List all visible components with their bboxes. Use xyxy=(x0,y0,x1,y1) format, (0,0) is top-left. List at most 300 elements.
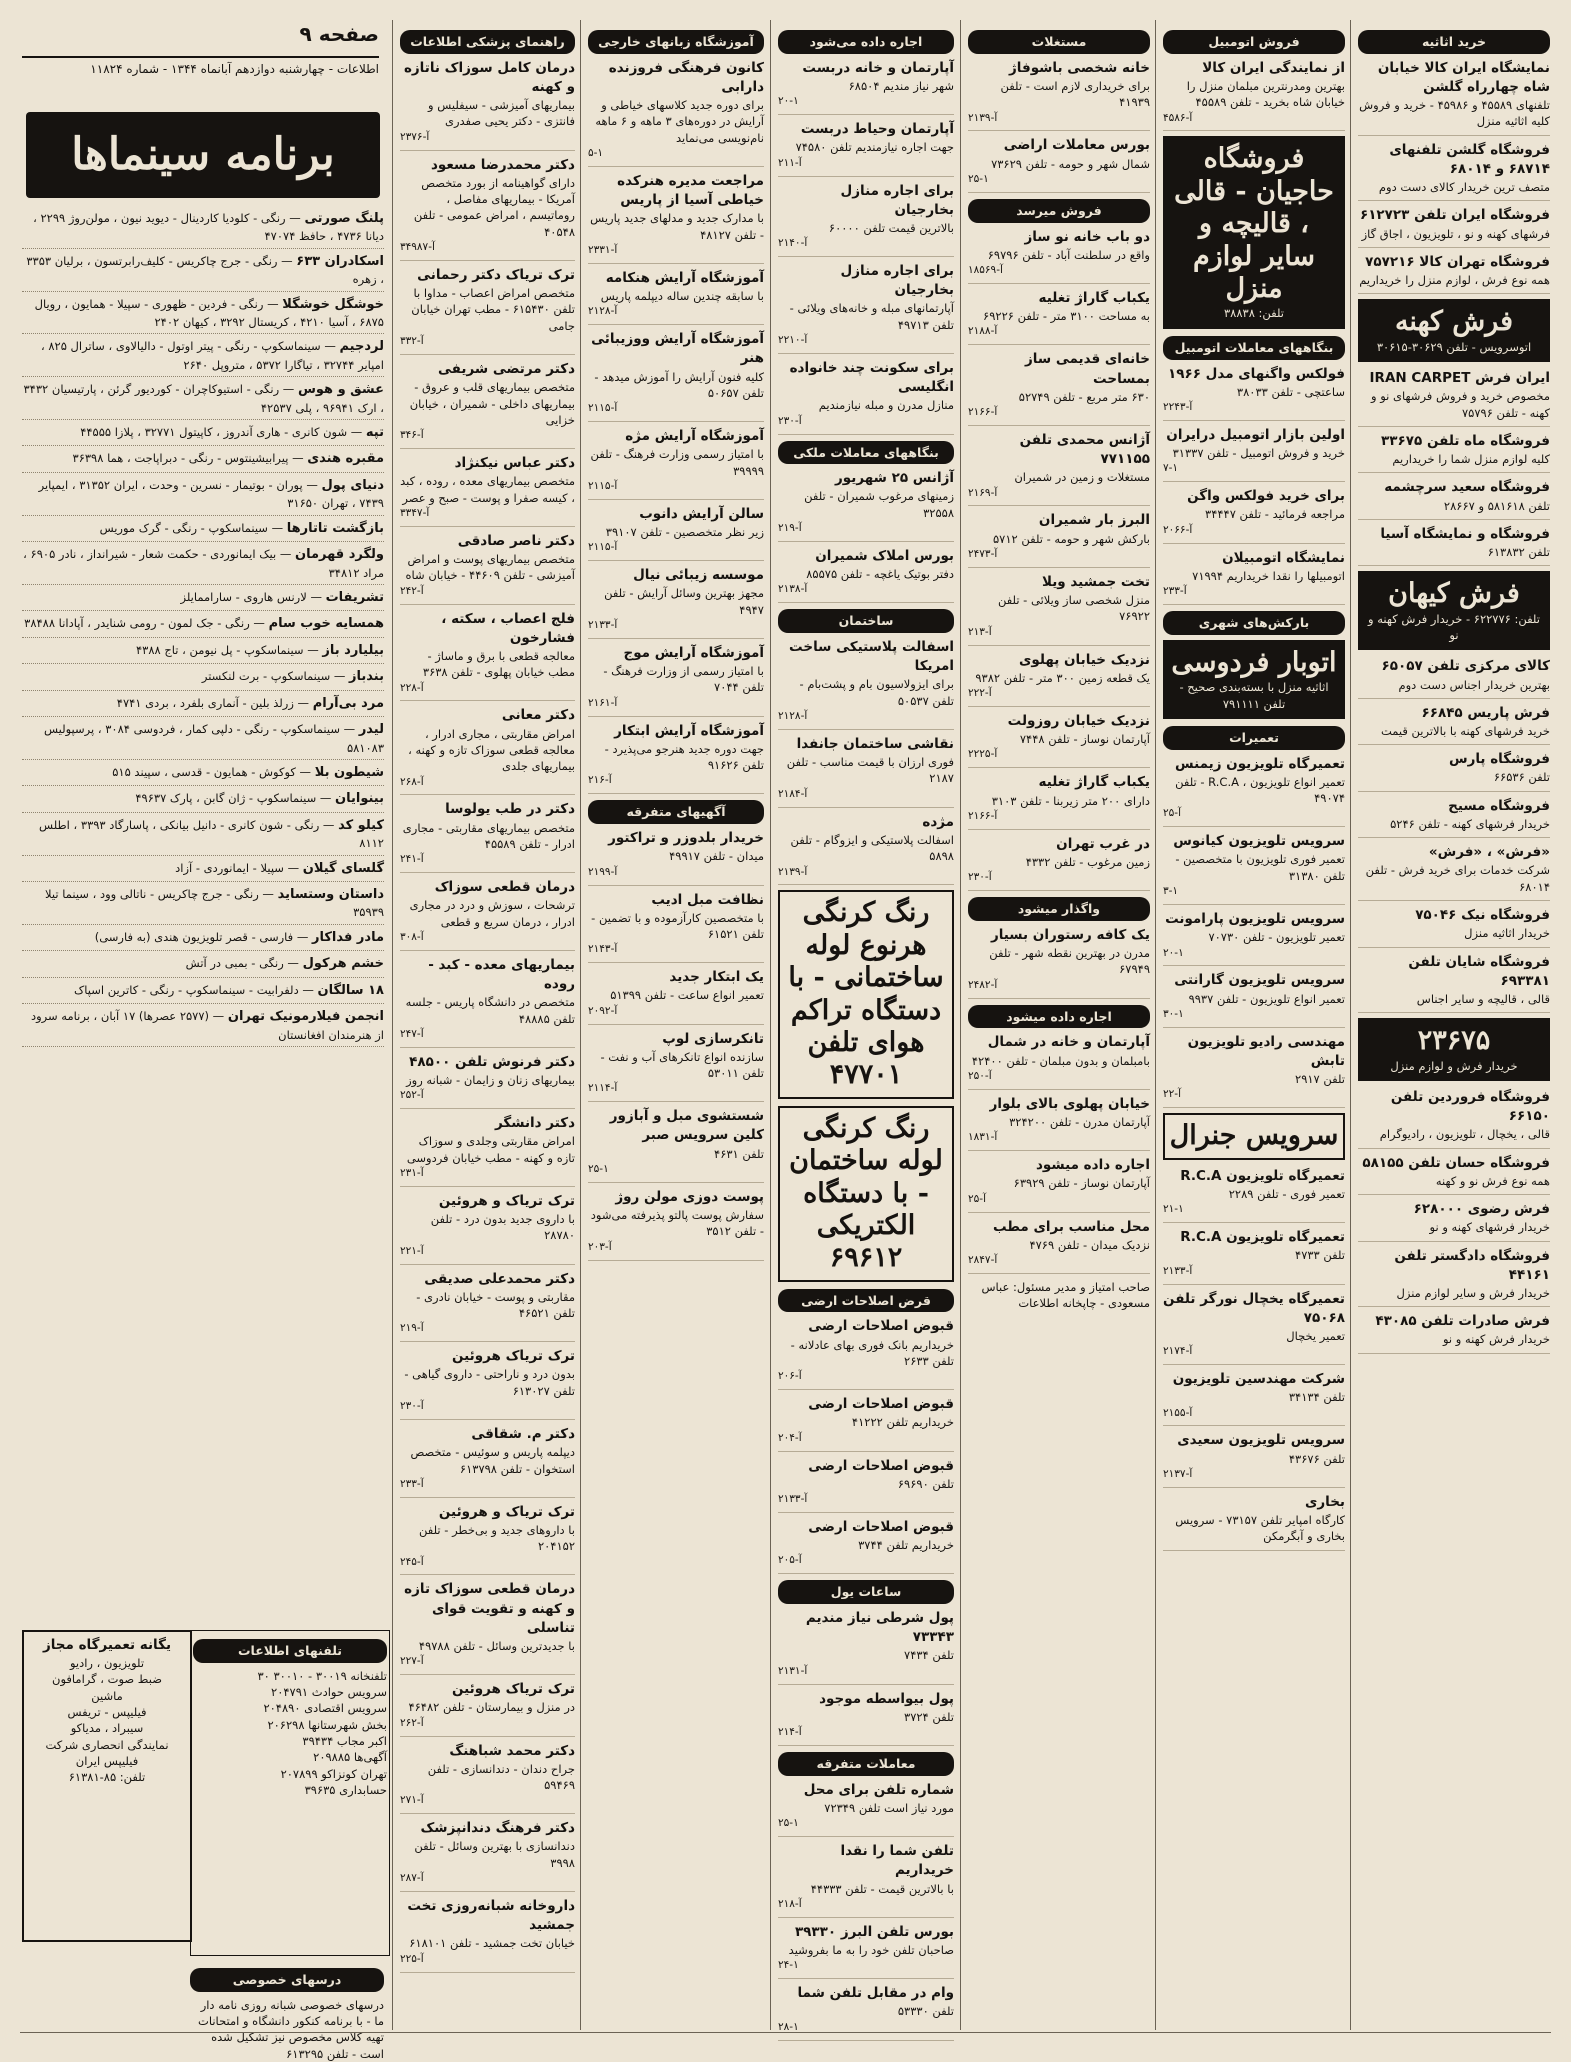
ad-code: آ-۳۳۴۷ xyxy=(400,506,430,519)
ad-code: آ-۲۱۱ xyxy=(778,156,802,169)
ad-title: دکتر محمدعلی صدیقی xyxy=(424,1270,575,1287)
ad-code: آ-۲۱۳۱ xyxy=(778,1664,808,1677)
ad-body: منزل شخصی ساز ویلائی - تلفن ۷۶۹۲۲ xyxy=(997,593,1150,624)
cinema-film-title: مقبره هندی xyxy=(307,451,384,467)
ad-body: بیماریهای آمیزشی - سیفلیس و فانتزی - دکتر یحیی صفدری xyxy=(428,98,575,129)
ad-body: مستغلات و زمین در شمیران xyxy=(1014,470,1150,485)
ad-body: شرکت خدمات برای خرید فرش - تلفن ۶۸۰۱۴ xyxy=(1365,863,1550,894)
ad-code: ۳۰-۱ xyxy=(1163,1007,1184,1020)
ad-code: آ-۲۱۳۷ xyxy=(1163,1467,1193,1480)
classified-ad xyxy=(1163,910,1345,966)
cinema-screens: پیرابیشینتوس - رنگی - دبراپاجت ، هما ۳۶۳۹۸ xyxy=(72,451,289,466)
classified-ad xyxy=(1163,549,1345,605)
philips-line: ماشین xyxy=(91,1688,123,1703)
cinema-listing: لردجیم — سینماسکوپ - رنگی - پیتر اوتول - دالیالاوی ، ساترال ۸۲۵ ، امپایر ۳۲۷۴۴ ، تیاگارا ۵۳۷۲ ، متروپل ۲۶۴۰ xyxy=(22,338,384,377)
ad-code: آ-۲۳۳ xyxy=(400,1477,424,1490)
ad-title: سرویس تلویزیون سعیدی xyxy=(1177,1432,1345,1449)
ad-body: آپارتمانهای مبله و خانه‌های ویلائی - تلفن ۴۹۷۱۳ xyxy=(789,301,954,332)
ad-body: تعمیر انواع تلویزیون ، R.C.A - تلفن ۴۹۰۷۴ xyxy=(1175,774,1345,806)
classified-ad xyxy=(1358,206,1550,247)
section-heading: ساعات یول xyxy=(778,1580,954,1604)
ad-body: تعمیر یخچال xyxy=(1286,1328,1345,1343)
cinema-screens: رنگی - جرج چاکریس - ناتالی وود ، سینما تیلا ۳۵۹۳۹ xyxy=(45,887,384,920)
display-ad xyxy=(1163,640,1345,719)
ad-title: برای اجاره منازل بخارجیان xyxy=(840,263,954,299)
ad-body: متخصص بیماریهای قلب و عروق - بیماریهای داخلی - شمیران ، خیابان خزایی xyxy=(409,380,575,427)
ad-code: آ-۲۱۹ xyxy=(400,1322,424,1335)
ad-title: خانه شخصی باشوفاژ xyxy=(1009,59,1150,76)
ad-code: آ-۲۳۳۱ xyxy=(588,243,618,256)
ad-code: آ-۴۵۸۶ xyxy=(1163,111,1193,124)
cinema-screens: رنگی - بمبی در آتش xyxy=(185,956,284,971)
ad-title: درمان کامل سوزاک ناتازه و کهنه xyxy=(403,59,575,95)
ad-title: فولکس واگنهای مدل ۱۹۶۶ xyxy=(1168,365,1345,382)
ad-code: آ-۲۳۳ xyxy=(1163,585,1187,598)
cinema-screens: سینماسکوپ - پل نیومن ، تاج ۴۳۸۸ xyxy=(136,642,304,657)
ad-code: آ-۲۱۶۶ xyxy=(968,809,998,822)
ad-title: دکتر م. شقاقی xyxy=(471,1426,575,1443)
section-heading: راهنمای پزشکی اطلاعات xyxy=(400,30,575,54)
ad-body: سفارش پوست پالتو پذیرفته می‌شود - تلفن ۳۵۱۲ xyxy=(590,1208,764,1239)
classified-ad xyxy=(588,1107,764,1183)
ad-code: ۲۵-۱ xyxy=(588,1162,609,1175)
classified-ad xyxy=(778,1781,954,1837)
ad-title: فروشگاه ایران تلفن ۶۱۲۷۲۳ xyxy=(1359,207,1550,224)
cinema-film-title: عشق و هوس xyxy=(297,382,384,398)
classified-ad xyxy=(1163,1493,1345,1551)
ad-title: آموزشگاه آرایش هنکامه xyxy=(605,269,764,286)
ad-title: مهندسی رادیو تلویزیون تابش xyxy=(1187,1033,1345,1069)
classified-ad xyxy=(1163,487,1345,543)
column-rule xyxy=(960,20,961,2030)
classified-ad xyxy=(400,1742,575,1815)
classified-ad xyxy=(400,1897,575,1973)
ad-title: تعمیرگاه تلویزیون R.C.A xyxy=(1180,1167,1345,1184)
classified-ad xyxy=(400,532,575,605)
ad-body: جراح دندان - دندانسازی - تلفن ۵۹۴۶۹ xyxy=(427,1761,575,1793)
cinema-listing: لیدر — سینماسکوپ - رنگی - دلپی کمار ، فردوسی ۳۰۸۴ ، پرسپولیس ۵۸۱۰۸۳ xyxy=(22,721,384,760)
classified-ad xyxy=(968,1095,1150,1151)
classified-ad xyxy=(968,773,1150,829)
ad-title: سالن آرایش دانوب xyxy=(639,505,764,522)
classified-ad xyxy=(968,835,1150,891)
cinema-screens: سینماسکوپ - رنگی - گرک موریس xyxy=(99,520,268,535)
cinema-listing: بیلیارد باز — سینماسکوپ - پل نیومن ، تاج ۴۳۸۸ xyxy=(22,642,384,664)
ad-code: آ-۲۱۹ xyxy=(778,522,802,535)
ad-code: ۲۸-۱ xyxy=(778,2020,799,2033)
ad-body: تلفن ۷۴۳۴ xyxy=(904,1648,954,1663)
philips-ad xyxy=(22,1630,192,1942)
classified-ad xyxy=(1163,832,1345,905)
classified-ad xyxy=(400,1819,575,1892)
classified-ad xyxy=(400,1580,575,1675)
ad-code: آ-۲۲۲۵ xyxy=(968,748,998,761)
ad-code: آ-۲۳۰ xyxy=(968,871,992,884)
ad-title: دکتر ناصر صادقی xyxy=(457,532,575,549)
ad-body: مراجعه فرمائید - تلفن ۳۴۴۴۷ xyxy=(1205,507,1345,522)
ad-title: دکتر عباس نیکنژاد xyxy=(454,455,575,472)
cinema-screens: سینماسکوپ - رنگی - پیتر اوتول - دالیالاوی ، ساترال ۸۲۵ ، امپایر ۳۲۷۴۴ ، تیاگارا ۵۳۷۲ ، متروپل ۲۶۴۰ xyxy=(41,339,384,372)
ad-title: ایران فرش IRAN CARPET xyxy=(1369,370,1550,387)
cinema-listing: مقبره هندی — پیرابیشینتوس - رنگی - دبراپاجت ، هما ۳۶۳۹۸ xyxy=(22,450,384,472)
cinema-film-title: دنیای پول xyxy=(321,477,384,493)
ad-body: تلفن ۳۷۲۴ xyxy=(904,1709,954,1724)
section-heading: آموزشگاه زبانهای خارجی xyxy=(588,30,764,54)
section-heading: معاملات متفرقه xyxy=(778,1752,954,1776)
ad-code: آ-۲۱۵۵ xyxy=(1163,1406,1193,1419)
classified-ad xyxy=(588,722,764,795)
ad-body: شمال شهر و حومه - تلفن ۷۳۶۲۹ xyxy=(991,156,1150,171)
ad-code: آ-۲۱۴۳ xyxy=(588,943,618,956)
cinema-listing: خوشگل خوشگلا — رنگی - فردین - ظهوری - سپیلا - همایون ، رویال ۶۸۷۵ ، آسیا ۴۲۱۰ ، کریستال ۳۲۹۲ ، کیهان ۲۴۰۲ xyxy=(22,296,384,335)
ad-title: اسفالت پلاستیکی ساخت امریکا xyxy=(789,639,954,675)
display-ad-text: تلفن: ۶۲۲۷۷۶ - خریدار فرش کهنه و نو xyxy=(1368,611,1540,643)
ad-body: دارای گواهینامه از بورد متخصص آمریکا - بیماریهای مفاصل ، روماتیسم ، امراض عمومی - تلفن ۴۰۵۴۸ xyxy=(413,175,575,239)
ad-body: فوری ارزان با قیمت مناسب - تلفن ۲۱۸۷ xyxy=(786,755,954,786)
ad-code: آ-۲۲۷ xyxy=(400,1655,424,1668)
classified-ad xyxy=(778,547,954,603)
ad-body: بامبلمان و بدون مبلمان - تلفن ۴۲۴۰۰ xyxy=(971,1053,1150,1068)
cinema-listing: مادر فداکار — فارسی - قصر تلویزیون هندی (به فارسی) xyxy=(22,929,384,951)
ad-code: آ-۲۰۵ xyxy=(778,1554,802,1567)
ad-code: آ-۲۰۶۶ xyxy=(1163,523,1193,536)
classified-ad xyxy=(1163,1370,1345,1426)
classified-ad xyxy=(778,1842,954,1918)
ad-code: ۲۰-۱ xyxy=(1163,946,1184,959)
ad-body: خرید فرشهای کهنه با بالاترین قیمت xyxy=(1380,724,1550,738)
ad-body: خیابان تخت جمشید - تلفن ۶۱۸۱۰۱ xyxy=(409,1936,575,1951)
display-ad-title: رنگ کرنگی هرنوع لوله ساختمانی - با دستگاه تراکم هوای تلفن ۴۷۷۰۱ xyxy=(788,897,944,1091)
classified-ad xyxy=(1163,1167,1345,1223)
cinema-film-title: انجمن فیلارمونیک تهران xyxy=(227,1009,384,1025)
ad-code: آ-۲۸۷ xyxy=(400,1872,424,1885)
classified-ad xyxy=(1358,141,1550,202)
phone-row: بخش شهرستانها ۲۰۶۲۹۸ xyxy=(267,1717,387,1732)
ad-title: مراجعت مدیره هنرکده خیاطی آسیا از پاریس xyxy=(617,172,764,209)
classified-ad xyxy=(400,1680,575,1736)
classified-ad xyxy=(1163,971,1345,1027)
ad-code: آ-۲۰۳ xyxy=(588,1240,612,1253)
ad-body: جهت اجاره نیازمندیم تلفن ۷۴۵۸۰ xyxy=(795,140,954,155)
classified-ad xyxy=(778,1609,954,1685)
cinema-listing: مرد بی‌آرام — زرلذ بلین - آنماری بلفرد ، بردی ۴۷۴۱ xyxy=(22,695,384,717)
ad-body: قالی ، یخچال ، تلویزیون ، رادیوگرام xyxy=(1379,1127,1550,1142)
ad-code: آ-۱۸۵۶۹ xyxy=(968,264,1003,277)
cinema-listing: بندباز — سینماسکوپ - برت لنکستر xyxy=(22,668,384,690)
display-ad-text: اثاثیه منزل با بسته‌بندی صحیح - تلفن ۷۹۱۱۱۱ xyxy=(1179,680,1329,711)
cinema-listing: تشریفات — لارنس هاروی - ساراممایلز xyxy=(22,589,384,611)
ad-title: کانون فرهنگی فروزنده دارابی xyxy=(608,59,764,95)
issue-line: اطلاعات - چهارشنبه دوازدهم آبانماه ۱۳۴۴ - شماره ۱۱۸۲۴ xyxy=(90,62,379,76)
ad-body: خریدار اثاثیه منزل xyxy=(1464,926,1550,941)
ad-title: برای خرید فولکس واگن xyxy=(1187,488,1345,505)
classified-ad xyxy=(1358,525,1550,566)
ad-body: دفتر بوتیک یاغچه - تلفن ۸۵۵۷۵ xyxy=(806,567,954,582)
classified-ad xyxy=(1358,906,1550,947)
ad-title: دکتر مرتضی شریفی xyxy=(438,361,575,378)
classified-ad xyxy=(400,1053,575,1109)
ad-body: برای ایزولاسیون بام و پشت‌بام - تلفن ۵۰۵۳۷ xyxy=(799,677,954,708)
cinema-film-title: بازگشت تاتارها xyxy=(286,520,384,536)
ad-body: تلفن ۲۹۱۷ xyxy=(1295,1072,1345,1087)
classified-ad xyxy=(778,638,954,730)
classified-ad xyxy=(400,1192,575,1265)
ad-title: فروشگاه شایان تلفن ۶۹۳۳۸۱ xyxy=(1408,953,1550,989)
ad-body: خریدار فرش و سایر لوازم منزل xyxy=(1396,1285,1550,1300)
classified-ad xyxy=(400,1425,575,1498)
cinema-film-title: کیلو کد xyxy=(338,817,384,833)
classified-ad xyxy=(400,1114,575,1187)
cinema-column xyxy=(22,210,384,1615)
ad-code: ۵-۱ xyxy=(588,147,604,160)
ad-code: آ-۲۱۹۹ xyxy=(588,865,618,878)
philips-line: فیلیپس - تریفس xyxy=(67,1705,147,1720)
ad-code: آ-۲۶۲ xyxy=(400,1716,424,1729)
classified-ad xyxy=(400,266,575,355)
classified-ad xyxy=(1358,797,1550,838)
column-rule xyxy=(1155,20,1156,2030)
ad-title: درمان قطعی سوزاک تازه و کهنه و تقویت قوای تناسلی xyxy=(404,1581,575,1636)
classified-ad xyxy=(400,1503,575,1576)
ad-body: تعمیر تلویزیون - تلفن ۷۰۷۳۰ xyxy=(1208,930,1345,945)
ad-title: یک ابتکار جدید xyxy=(669,969,764,986)
cinema-film-title: تشریفات xyxy=(325,589,384,605)
classified-ad xyxy=(778,469,954,542)
ad-body: تلفن ۶۶۵۳۶ xyxy=(1493,770,1550,785)
ad-body: خریدار فرشهای کهنه - تلفن ۵۲۴۶ xyxy=(1390,816,1550,831)
classified-ad xyxy=(968,651,1150,707)
ad-title: آموزشگاه آرایش موج xyxy=(623,644,764,661)
ad-code: آ-۲۲۱ xyxy=(400,1244,424,1257)
ad-body: کلیه فنون آرایش را آموزش میدهد - تلفن ۵۰۶۵۷ xyxy=(594,369,764,400)
cinema-film-title: ولگرد قهرمان xyxy=(294,547,384,563)
cinema-listing: عشق و هوس — رنگی - استیوکاچران - کوردیور گرئن ، پارتیسیان ۳۴۳۲ ، ارک ۹۶۹۴۱ ، پلی ۴۲۵۳۷ xyxy=(22,381,384,420)
page-number: صفحه ۹ xyxy=(299,22,379,46)
ad-title: فروشگاه دادگستر تلفن ۴۴۱۶۱ xyxy=(1394,1247,1550,1283)
ad-title: فروشگاه گلشن تلفنهای ۶۸۷۱۴ و ۶۸۰۱۴ xyxy=(1389,141,1550,177)
ad-body: دارای ۲۰۰ متر زیربنا - تلفن ۳۱۰۳ xyxy=(991,793,1150,808)
ad-title: بورس تلفن البرز ۳۹۳۳۰ xyxy=(794,1923,954,1940)
classified-ad xyxy=(1358,1312,1550,1353)
section-heading: واگذار میشود xyxy=(968,897,1150,921)
classified-ad xyxy=(588,505,764,561)
classified-ad xyxy=(588,330,764,422)
cinema-film-title: مادر فداکار xyxy=(311,929,384,945)
ad-code: آ-۲۵۰ xyxy=(968,1069,992,1082)
ad-title: تعمیرگاه تلویزیون زیمنس xyxy=(1175,755,1345,772)
ad-body: تعمیر انواع تلویزیون - تلفن ۹۹۳۷ xyxy=(1188,991,1345,1006)
ad-code: آ-۲۵ xyxy=(968,1192,986,1205)
ad-title: خانه‌ای قدیمی ساز بمساحت xyxy=(1025,351,1150,387)
ad-code: ۷-۱ xyxy=(1163,462,1179,475)
classified-ad xyxy=(968,431,1150,507)
ad-code: آ-۲۵ xyxy=(1163,807,1181,820)
classified-ad xyxy=(1358,369,1550,427)
section-heading: تلفنهای اطلاعات xyxy=(193,1639,387,1663)
ad-title: آپارتمان وحیاط دربست xyxy=(800,121,954,138)
footer-rule xyxy=(20,2032,1551,2033)
cinema-screens: زرلذ بلین - آنماری بلفرد ، بردی ۴۷۴۱ xyxy=(116,695,294,710)
ad-title: فرش رضوی ۶۲۸۰۰۰ xyxy=(1413,1201,1550,1218)
ad-title: مژده xyxy=(922,813,954,830)
ad-title: نقاشی ساختمان جانفدا xyxy=(796,735,954,752)
ad-body: تلفن ۴۷۳۳ xyxy=(1295,1248,1345,1263)
classified-ad xyxy=(588,566,764,639)
ad-title: یکباب گاراژ تغلیه xyxy=(1038,290,1150,306)
ad-title: فروشگاه سعید سرچشمه xyxy=(1384,479,1550,496)
column-rule xyxy=(770,20,771,2030)
ad-code: آ-۳۰۸ xyxy=(400,930,424,943)
ad-title: شرکت مهندسین تلویزیون xyxy=(1172,1371,1345,1388)
ad-title: تعمیرگاه یخچال نورگر تلفن ۷۵۰۶۸ xyxy=(1163,1290,1345,1326)
ad-code: آ-۲۱۳۹ xyxy=(778,865,808,878)
ad-title: از نمایندگی ایران کالا xyxy=(1202,59,1345,76)
ad-code: ۲۴-۱ xyxy=(778,1959,799,1972)
ad-body: خریدار فرشهای کهنه و نو xyxy=(1429,1220,1550,1235)
classified-ad xyxy=(778,1457,954,1513)
header-rule xyxy=(22,56,379,58)
classified-ad xyxy=(1163,1290,1345,1366)
cinema-listing: کیلو کد — رنگی - شون کانری - دانیل بیانکی ، پاسارگاد ۳۳۹۳ ، اطلس ۸۱۱۲ xyxy=(22,817,384,856)
ad-title: دکتر معانی xyxy=(501,707,575,724)
cinema-film-title: اسکادران ۶۳۳ xyxy=(296,253,384,269)
classified-ad xyxy=(1358,1154,1550,1195)
ad-code: آ-۲۱۸۸ xyxy=(968,325,998,338)
cinema-film-title: بیلیارد باز xyxy=(322,642,384,658)
cinema-screens: رنگی - کلودیا کاردینال - دیوید نیون ، مولن‌روژ ۲۲۹۹ ، دیانا ۴۷۳۶ ، حافظ ۴۷۰۷۴ xyxy=(33,211,384,244)
cinema-listing: تپه — شون کانری - هاری آندروز ، کاپیتول ۳۲۷۷۱ ، پلازا ۴۴۵۵۵ xyxy=(22,424,384,446)
cinema-film-title: شیطون بلا xyxy=(314,764,384,780)
display-ad xyxy=(1163,1113,1345,1159)
philips-line: نمایندگی انحصاری شرکت فیلیپس ایران xyxy=(45,1737,169,1769)
ad-body: با مدارک جدید و مدلهای جدید پاریس - تلفن ۴۸۱۲۷ xyxy=(590,211,764,242)
ad-body: واقع در سلطنت آباد - تلفن ۶۹۷۹۶ xyxy=(987,247,1150,262)
philips-line: سیبراد ، مدیاکو xyxy=(70,1721,144,1736)
ad-code: آ-۲۴۲ xyxy=(400,584,424,597)
classified-ad xyxy=(968,136,1150,192)
classified-ad xyxy=(778,735,954,808)
ad-title: نزدیک خیابان پهلوی xyxy=(1019,651,1150,668)
classified-ad xyxy=(1358,59,1550,136)
ad-code: ۲۱-۱ xyxy=(1163,1203,1184,1216)
ad-title: شستشوی مبل و آبازور کلین سرویس صبر xyxy=(609,1108,764,1144)
ad-title: پوست دوزی مولن روژ xyxy=(615,1188,764,1205)
private-lessons-text: درسهای خصوصی شبانه روزی نامه دار ما - با برنامه کنکور دانشگاه و امتحانات تهیه کلاس مخصوص نیز تشکیل شده است - تلفن ۶۱۳۲۹۵ xyxy=(198,1997,384,2061)
section-heading: فروش اتومبیل xyxy=(1163,30,1345,54)
ad-body: میدان - تلفن ۴۹۹۱۷ xyxy=(669,849,764,864)
ad-body: بارکش شهر و حومه - تلفن ۵۷۱۲ xyxy=(993,531,1150,546)
cinema-screens: رنگی - فردین - ظهوری - سپیلا - همایون ، رویال ۶۸۷۵ ، آسیا ۴۲۱۰ ، کریستال ۳۲۹۲ ، کیهان ۲۴۰۲ xyxy=(34,296,384,330)
ad-title: سرویس تلویزیون گارانتی xyxy=(1174,972,1345,989)
ad-body: تعمیر انواع ساعت - تلفن ۵۱۳۹۹ xyxy=(610,988,764,1003)
ad-title: تخت جمشید ویلا xyxy=(1041,573,1150,590)
section-heading: فروش میرسد xyxy=(968,199,1150,223)
cinema-screens: دلفرابیت - سینماسکوپ - رنگی - کاترین اسپاک xyxy=(73,982,299,997)
cinema-screens: پوران - بوتیمار - نسرین - وحدت ، ایران ۳۱۳۵۲ ، ایمپایر ۷۴۳۹ ، تهران ۳۱۶۵۰ xyxy=(38,477,384,511)
ad-code: آ-۲۲ xyxy=(1163,1088,1181,1101)
ad-code: آ-۲۳۱ xyxy=(400,1166,424,1179)
cinema-film-title: داستان وستساید xyxy=(277,887,384,903)
ad-title: دکتر محمدرضا مسعود xyxy=(430,156,575,173)
cinema-screens: لارنس هاروی - ساراممایلز xyxy=(180,589,307,604)
ad-body: به مساحت ۳۱۰۰ متر - تلفن ۶۹۲۲۶ xyxy=(983,309,1150,324)
classified-ad xyxy=(588,172,764,264)
ad-title: فلج اعصاب ، سکته ، فشارخون xyxy=(441,610,575,646)
ad-title: پول شرطی نیاز مندیم ۷۳۳۴۳ xyxy=(805,1610,954,1646)
classified-ad xyxy=(778,1690,954,1746)
ad-code: آ-۲۳۰ xyxy=(778,414,802,427)
ad-title: نزدیک خیابان روزولت xyxy=(1007,712,1150,729)
ad-body: با امتیاز رسمی وزارت فرهنگ - تلفن ۳۹۹۹۹ xyxy=(590,447,764,478)
ad-code: آ-۲۱۳۳ xyxy=(778,1493,808,1506)
ad-title: نظافت مبل ادیب xyxy=(651,891,764,908)
ad-code: آ-۲۴۱ xyxy=(400,853,424,866)
ad-title: دو باب خانه نو ساز xyxy=(1024,228,1150,245)
cinema-banner: برنامه سینماها xyxy=(26,112,380,198)
ad-body: معالجه قطعی با برق و ماساژ - مطب خیابان پهلوی - تلفن ۳۶۳۸ xyxy=(422,648,575,680)
ad-body: تلفن ۳۴۱۳۴ xyxy=(1288,1390,1345,1405)
ad-body: متصف ترین خریدار کالای دست دوم xyxy=(1378,180,1550,195)
classified-ad xyxy=(1358,657,1550,698)
private-lessons xyxy=(190,1962,384,2061)
cinema-film-title: خشم هرکول xyxy=(302,956,384,972)
ad-code: ۲۵-۱ xyxy=(778,1817,799,1830)
ad-body: یک قطعه زمین ۳۰۰ متر - تلفن ۹۳۸۲ xyxy=(975,670,1150,685)
ad-code: آ-۲۱۶ xyxy=(588,774,612,787)
classified-ad xyxy=(1358,478,1550,519)
cinema-listing: شیطون بلا — کوکوش - همایون - قدسی ، سپیند ۵۱۵ xyxy=(22,764,384,786)
ad-code: آ-۲۳۰ xyxy=(400,1400,424,1413)
phone-row: حسابداری ۳۹۶۳۵ xyxy=(304,1783,387,1798)
display-ad-title: فرش کیهان xyxy=(1388,578,1520,610)
ad-title: خیابان پهلوی بالای بلوار xyxy=(989,1095,1150,1112)
schools-column xyxy=(588,24,764,2029)
section-heading: آگهیهای متفرقه xyxy=(588,800,764,824)
classified-ad xyxy=(1163,365,1345,421)
cinema-listing: داستان وستساید — رنگی - جرج چاکریس - ناتالی وود ، سینما تیلا ۳۵۹۳۹ xyxy=(22,886,384,925)
classified-ad xyxy=(778,120,954,176)
ad-code: آ-۲۱۱۵ xyxy=(588,402,618,415)
ad-body: برای دوره جدید کلاسهای خیاطی و آرایش در دوره‌های ۳ ماهه و ۶ ماهه نام‌نویسی می‌نماید xyxy=(595,98,764,145)
ad-title: تانکرسازی لوپ xyxy=(662,1030,764,1047)
classified-ad xyxy=(400,706,575,795)
section-heading: بنگاههای معاملات اتومبیل xyxy=(1163,336,1345,360)
cinema-screens: کوکوش - همایون - قدسی ، سپیند ۵۱۵ xyxy=(112,764,296,779)
section-heading: تعمیرات xyxy=(1163,726,1345,750)
phone-row: تهران کونزاکو ۲۰۷۸۹۹ xyxy=(280,1766,387,1781)
ad-body: خریداریم تلفن ۳۷۴۴ xyxy=(858,1538,954,1553)
classified-ad xyxy=(968,1156,1150,1212)
display-ad-title: رنگ کرنگی لوله ساختمان - با دستگاه الکتریکی ۶۹۶۱۲ xyxy=(789,1112,943,1274)
cinema-screens: بیک ایمانوردی - حکمت شعار - شیرانداز ، نادر ۶۹۰۵ ، مراد ۳۴۸۱۲ xyxy=(23,547,384,580)
ad-title: سرویس تلویزیون کیانوس xyxy=(1173,833,1345,850)
ad-title: فروشگاه نیک ۷۵۰۴۶ xyxy=(1415,907,1550,924)
column-rule xyxy=(392,20,393,2030)
cinema-screens: رنگی - استیوکاچران - کوردیور گرئن ، پارتیسیان ۳۴۳۲ ، ارک ۹۶۹۴۱ ، پلی ۴۲۵۳۷ xyxy=(23,382,384,415)
ad-body: جهت دوره جدید هنرجو می‌پذیرد - تلفن ۹۱۶۲۶ xyxy=(604,741,764,773)
ad-body: صاحبان تلفن خود را به ما بفروشید xyxy=(788,1942,954,1957)
ad-title: شماره تلفن برای محل xyxy=(803,1781,954,1798)
cinema-listing: خشم هرکول — رنگی - بمبی در آتش xyxy=(22,955,384,977)
cinema-listing: همسایه خوب سام — رنگی - جک لمون - رومی شنایدر ، آپادانا ۳۸۴۸۸ xyxy=(22,615,384,637)
ad-title: قبوض اصلاحات ارضی xyxy=(808,1396,954,1413)
ad-code: آ-۲۲۵ xyxy=(400,1952,424,1965)
ad-code: آ-۲۸۴۷ xyxy=(968,1254,998,1267)
ad-title: ترک تریاک هروئین xyxy=(452,1348,575,1365)
ad-body: اتومبیلها را نقدا خریداریم ۷۱۹۹۴ xyxy=(1192,568,1345,583)
philips-line: تلویزیون ، رادیو xyxy=(69,1656,145,1671)
classified-ad xyxy=(778,1518,954,1574)
